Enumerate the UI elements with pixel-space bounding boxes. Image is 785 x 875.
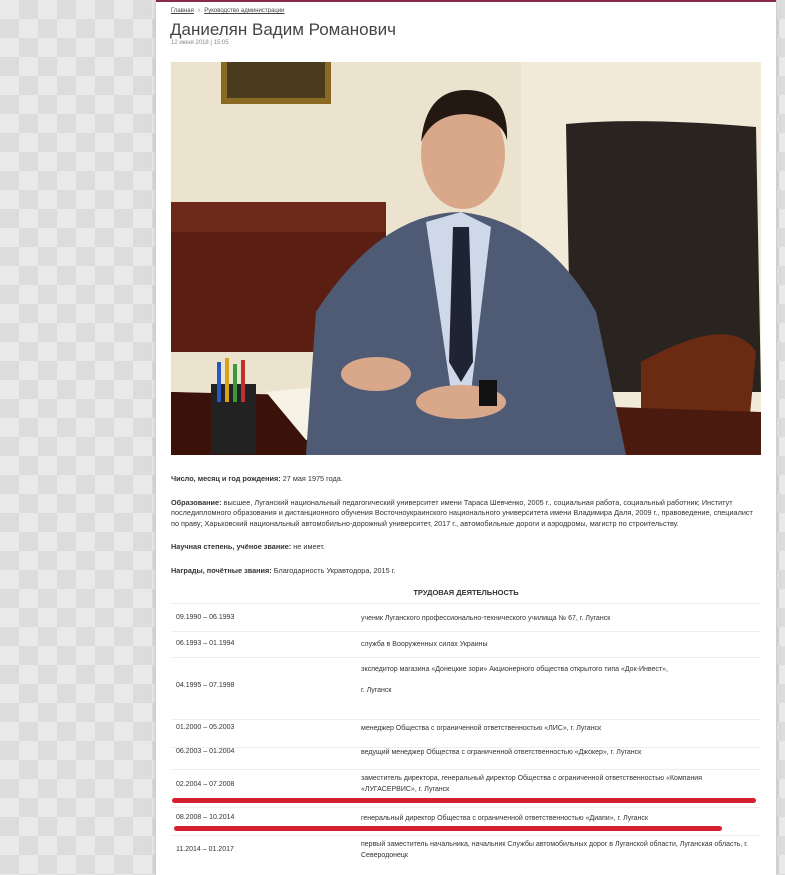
period-cell: 08.2008 – 10.2014: [176, 814, 235, 821]
description-cell: менеджер Общества с ограниченной ответственностью «ЛИС», г. Луганск: [361, 725, 602, 732]
table-row: [171, 719, 761, 748]
breadcrumb: [171, 7, 284, 14]
breadcrumb-home-link[interactable]: Главная: [171, 8, 194, 14]
period-cell: 11.2014 – 01.2017: [176, 846, 234, 853]
description-cell: ученик Луганского профессионально-технического училища № 67, г. Луганск: [361, 615, 611, 622]
description-cell: заместитель директора, генеральный директор Общества с ограниченной ответственностью «Компания «ЛУГАСЕРВИС», г. Луганск: [361, 775, 703, 793]
description-cell: генеральный директор Общества с ограниченной ответственностью «Диапи», г. Луганск: [361, 815, 648, 822]
description-cell: [361, 665, 751, 697]
degree-value: не имеет.: [293, 542, 325, 551]
page-content: [155, 0, 777, 875]
table-row: [171, 835, 761, 872]
period-cell: 02.2004 – 07.2008: [176, 781, 235, 788]
education-label: Образование:: [171, 497, 222, 507]
description-cell: служба в Вооруженных силах Украины: [361, 641, 488, 648]
description-cell: первый заместитель начальника, начальник Службы автомобильных дорог в Луганской области, Луганская область, г. Северодонецк: [361, 841, 748, 859]
page-title: Даниелян Вадим Романович: [170, 20, 397, 39]
description-line: г. Луганск: [361, 687, 392, 694]
birth-value: 27 мая 1975 года.: [282, 474, 343, 483]
work-history-title: ТРУДОВАЯ ДЕЯТЕЛЬНОСТЬ: [413, 588, 519, 597]
chevron-right-icon: ›: [197, 7, 201, 14]
period-cell: 01.2000 – 05.2003: [176, 724, 235, 731]
description-line: экспедитор магазина «Донецкие зори» Акционерного общества открытого типа «Док-Инвест»,: [361, 666, 668, 673]
publish-date: 12 июня 2018 | 15:05: [171, 40, 229, 46]
education-row: [171, 498, 761, 530]
birth-label: Число, месяц и год рождения:: [171, 474, 281, 483]
description-cell: ведущий менеджер Общества с ограниченной ответственностью «Джокер», г. Луганск: [361, 749, 642, 756]
highlight-underline: [174, 826, 722, 831]
awards-value: Благодарность Укравтодора, 2015 г.: [273, 565, 396, 575]
education-value: высшее, Луганский национальный педагогический университет имени Тараса Шевченко, 2005 г., социальная работа, социальный работник; Институт последипломного образования и дистанционного обучения Восточноукраинского национального университета имени Владимира Даля, 2009 г., правоведение, специалист по праву; Харьковский национальный автомобильно-дорожный университет, 2017 г., автомобильные дороги и аэродромы, магистр по строительству.: [171, 497, 753, 528]
table-row: [171, 747, 761, 770]
degree-row: [171, 542, 761, 553]
portrait-photo: [171, 62, 761, 455]
awards-row: [171, 566, 761, 577]
period-cell: 09.1990 – 06.1993: [176, 614, 235, 621]
period-cell: 06.1993 – 01.1994: [176, 640, 235, 647]
breadcrumb-section-link[interactable]: Руководство администрации: [204, 8, 285, 14]
table-row: [171, 603, 761, 632]
degree-label: Научная степень, учёное звание:: [171, 542, 292, 551]
table-row: [171, 631, 761, 658]
table-row: [171, 657, 761, 720]
birth-row: [171, 474, 761, 485]
period-cell: 06.2003 – 01.2004: [176, 748, 235, 755]
awards-label: Награды, почётные звания:: [171, 565, 272, 575]
top-accent-line: [156, 0, 776, 2]
biography: [171, 474, 761, 589]
highlight-underline: [172, 798, 756, 803]
period-cell: 04.1995 – 07.1998: [176, 682, 235, 689]
